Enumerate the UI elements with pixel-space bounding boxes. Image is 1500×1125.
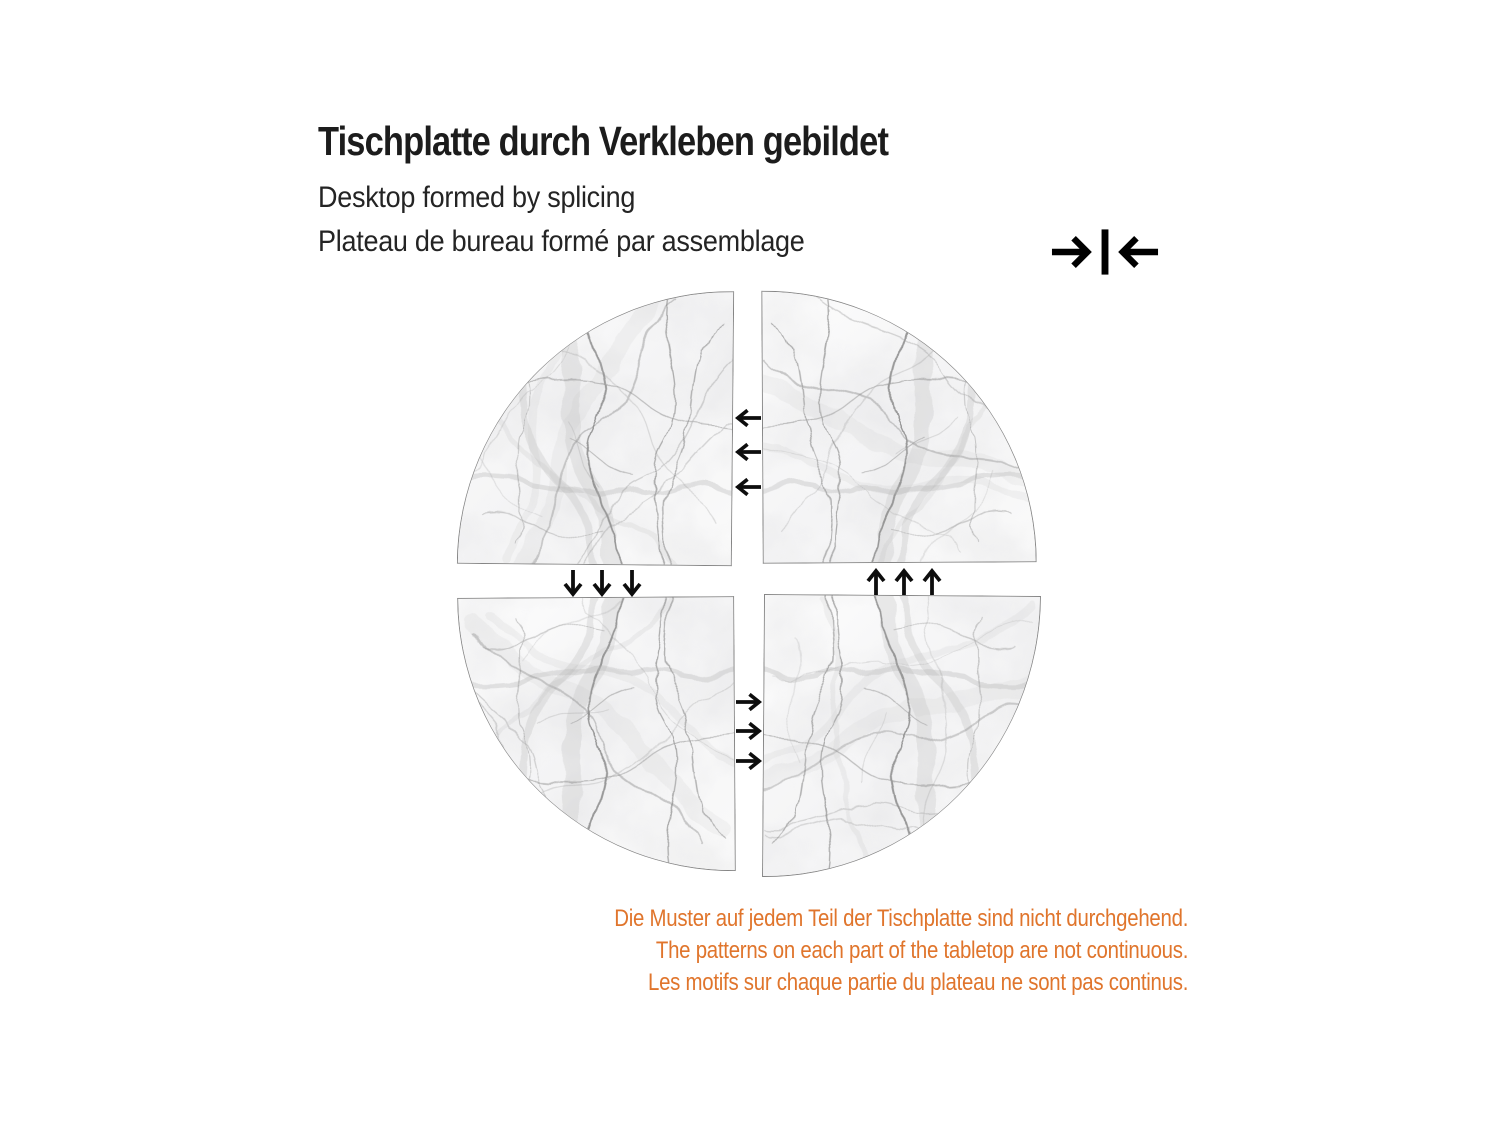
marble-texture [458, 290, 733, 565]
note-french: Les motifs sur chaque partie du plateau ne sont pas continus. [647, 969, 1188, 996]
arrow-up-icon [894, 568, 914, 595]
header [318, 120, 997, 264]
arrow-right-icon [736, 721, 762, 741]
arrow-up-icon [866, 568, 886, 595]
splice-together-icon [1050, 227, 1160, 277]
tabletop-piece-top-left [457, 289, 734, 566]
pattern-disclaimer [614, 903, 1188, 999]
arrow-down-icon [622, 570, 642, 597]
marble-texture [763, 595, 1040, 878]
tabletop-piece-top-right [761, 289, 1036, 563]
arrow-down-icon [563, 570, 583, 597]
arrow-left-icon [735, 408, 761, 428]
arrow-left-icon [735, 442, 761, 462]
arrow-up-icon [922, 568, 942, 595]
subtitle-english: Desktop formed by splicing [318, 181, 636, 215]
marble-texture [762, 290, 1035, 562]
title-german: Tischplatte durch Verkleben gebildet [318, 118, 889, 164]
tabletop-piece-bottom-left [457, 596, 736, 873]
arrow-right-icon [736, 751, 762, 771]
arrow-left-icon [735, 477, 761, 497]
marble-texture [458, 597, 735, 872]
arrow-down-icon [592, 570, 612, 597]
note-english: The patterns on each part of the tabletop are not continuous. [655, 937, 1188, 964]
arrow-right-icon [736, 692, 762, 712]
tabletop-piece-bottom-right [762, 594, 1041, 879]
subtitle-french: Plateau de bureau formé par assemblage [318, 225, 805, 259]
note-german: Die Muster auf jedem Teil der Tischplatte sind nicht durchgehend. [614, 905, 1188, 932]
